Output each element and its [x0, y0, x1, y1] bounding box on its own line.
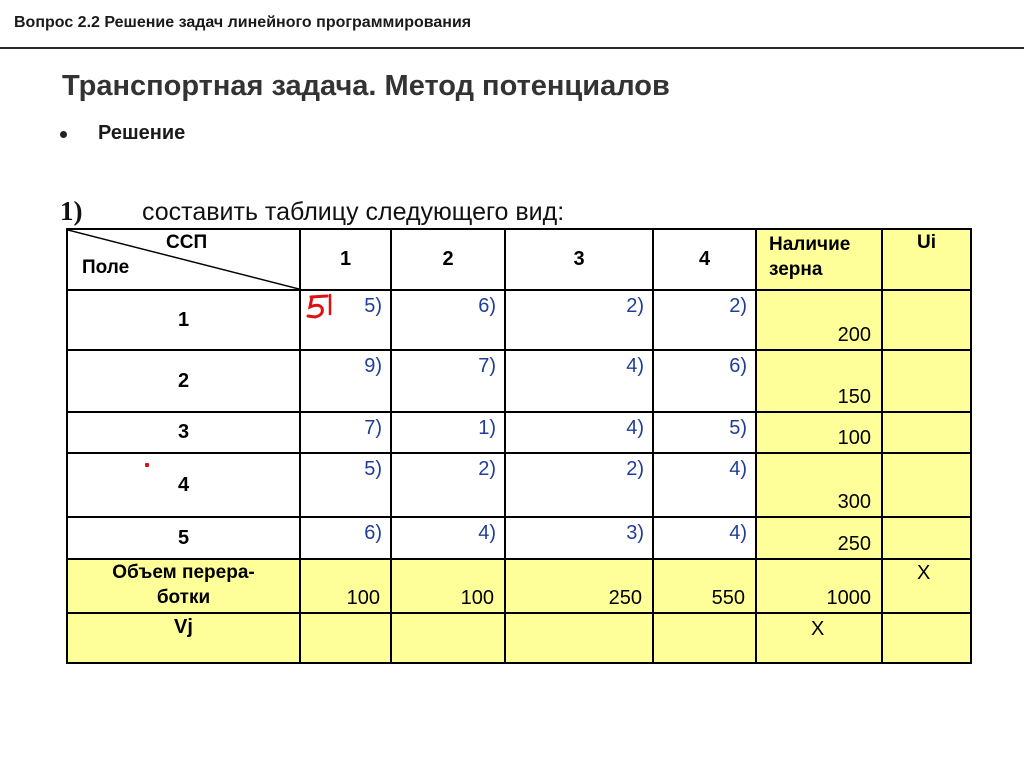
red-mark	[145, 463, 149, 467]
cost-cell	[505, 453, 653, 517]
cost-cell	[300, 517, 391, 559]
cost-cell	[505, 517, 653, 559]
cost-value: 5)	[364, 295, 382, 317]
cost-cell	[505, 350, 653, 412]
volume-value: 550	[711, 587, 745, 609]
row-label: 2	[67, 350, 300, 412]
cost-value: 7)	[364, 417, 382, 439]
volume-value: 100	[460, 587, 494, 609]
slide-title: Транспортная задача. Метод потенциалов	[62, 70, 670, 102]
step-text: составить таблицу следующего вид:	[142, 198, 565, 226]
row-label: 1	[67, 290, 300, 350]
handwritten-five-mark	[303, 292, 333, 322]
availability-header-line: Наличие	[769, 234, 851, 255]
cost-value: 6)	[364, 522, 382, 544]
vj-cell	[391, 613, 505, 663]
volume-label-line: Объем перера-	[112, 562, 255, 583]
cost-value: 5)	[729, 417, 747, 439]
cost-value: 4)	[729, 522, 747, 544]
supply-value: 200	[837, 324, 871, 346]
cost-cell	[653, 517, 756, 559]
cost-value: 4)	[626, 417, 644, 439]
availability-header	[769, 232, 850, 282]
volume-label-line: ботки	[156, 587, 211, 608]
cost-value: 2)	[729, 295, 747, 317]
ui-cell	[882, 350, 971, 412]
volume-cell	[391, 559, 505, 613]
cost-cell	[653, 290, 756, 350]
vj-cell	[300, 613, 391, 663]
volume-label-cell	[67, 559, 300, 613]
cost-value: 6)	[478, 295, 496, 317]
supply-cell	[756, 412, 882, 453]
column-header: 4	[653, 229, 756, 290]
cost-cell	[391, 290, 505, 350]
ui-cell	[882, 290, 971, 350]
row-label: 5	[67, 517, 300, 559]
supply-value: 150	[837, 386, 871, 408]
cost-value: 3)	[626, 522, 644, 544]
cost-cell	[300, 453, 391, 517]
column-header: 2	[391, 229, 505, 290]
vj-label-cell	[67, 613, 300, 663]
slide-header: Вопрос 2.2 Решение задач линейного программирования	[14, 14, 472, 31]
corner-top-label: ССП	[166, 232, 208, 253]
volume-total: 1000	[826, 587, 871, 609]
column-header: 3	[505, 229, 653, 290]
cost-value: 7)	[478, 355, 496, 377]
bullet-dot	[60, 131, 67, 138]
volume-cell	[505, 559, 653, 613]
supply-cell	[756, 290, 882, 350]
supply-value: 300	[837, 491, 871, 513]
vj-cell	[505, 613, 653, 663]
step-instruction	[60, 196, 565, 227]
cost-cell	[653, 412, 756, 453]
cost-value: 6)	[729, 355, 747, 377]
cost-cell	[300, 350, 391, 412]
cost-value: 1)	[478, 417, 496, 439]
x-mark: X	[811, 618, 825, 640]
cost-cell	[391, 517, 505, 559]
corner-bottom-label: Поле	[82, 257, 130, 278]
bullet-text: Решение	[98, 122, 186, 144]
cost-value: 4)	[729, 458, 747, 480]
x-mark: X	[917, 562, 931, 584]
volume-ui-cell	[882, 559, 971, 613]
ui-cell	[882, 453, 971, 517]
cost-cell	[505, 290, 653, 350]
cost-value: 2)	[478, 458, 496, 480]
cost-cell	[391, 453, 505, 517]
availability-header-cell	[756, 229, 882, 290]
ui-header: Ui	[917, 232, 936, 253]
cost-cell	[505, 412, 653, 453]
cost-value: 2)	[626, 458, 644, 480]
step-number: 1)	[60, 196, 83, 226]
availability-header-line: зерна	[769, 259, 823, 280]
corner-header-cell	[67, 229, 300, 290]
cost-cell	[391, 350, 505, 412]
supply-cell	[756, 453, 882, 517]
cost-cell	[653, 453, 756, 517]
supply-cell	[756, 517, 882, 559]
vj-cell	[653, 613, 756, 663]
column-header: 1	[300, 229, 391, 290]
supply-value: 250	[837, 533, 871, 555]
cost-value: 2)	[626, 295, 644, 317]
volume-cell	[653, 559, 756, 613]
vj-supply-cell	[756, 613, 882, 663]
supply-value: 100	[837, 427, 871, 449]
vj-label: Vj	[174, 616, 193, 638]
volume-cell	[300, 559, 391, 613]
cost-cell	[391, 412, 505, 453]
row-label: 3	[67, 412, 300, 453]
cost-value: 9)	[364, 355, 382, 377]
supply-cell	[756, 350, 882, 412]
transport-table	[66, 228, 972, 664]
cost-cell	[300, 412, 391, 453]
volume-value: 250	[608, 587, 642, 609]
cost-value: 5)	[364, 458, 382, 480]
ui-cell	[882, 412, 971, 453]
volume-label	[68, 560, 299, 610]
volume-total-cell	[756, 559, 882, 613]
header-divider	[0, 47, 1024, 49]
ui-cell	[882, 517, 971, 559]
volume-value: 100	[346, 587, 380, 609]
cost-value: 4)	[478, 522, 496, 544]
vj-ui-cell	[882, 613, 971, 663]
cost-value: 4)	[626, 355, 644, 377]
cost-cell	[653, 350, 756, 412]
row-label: 4	[67, 453, 300, 517]
ui-header-cell	[882, 229, 971, 290]
